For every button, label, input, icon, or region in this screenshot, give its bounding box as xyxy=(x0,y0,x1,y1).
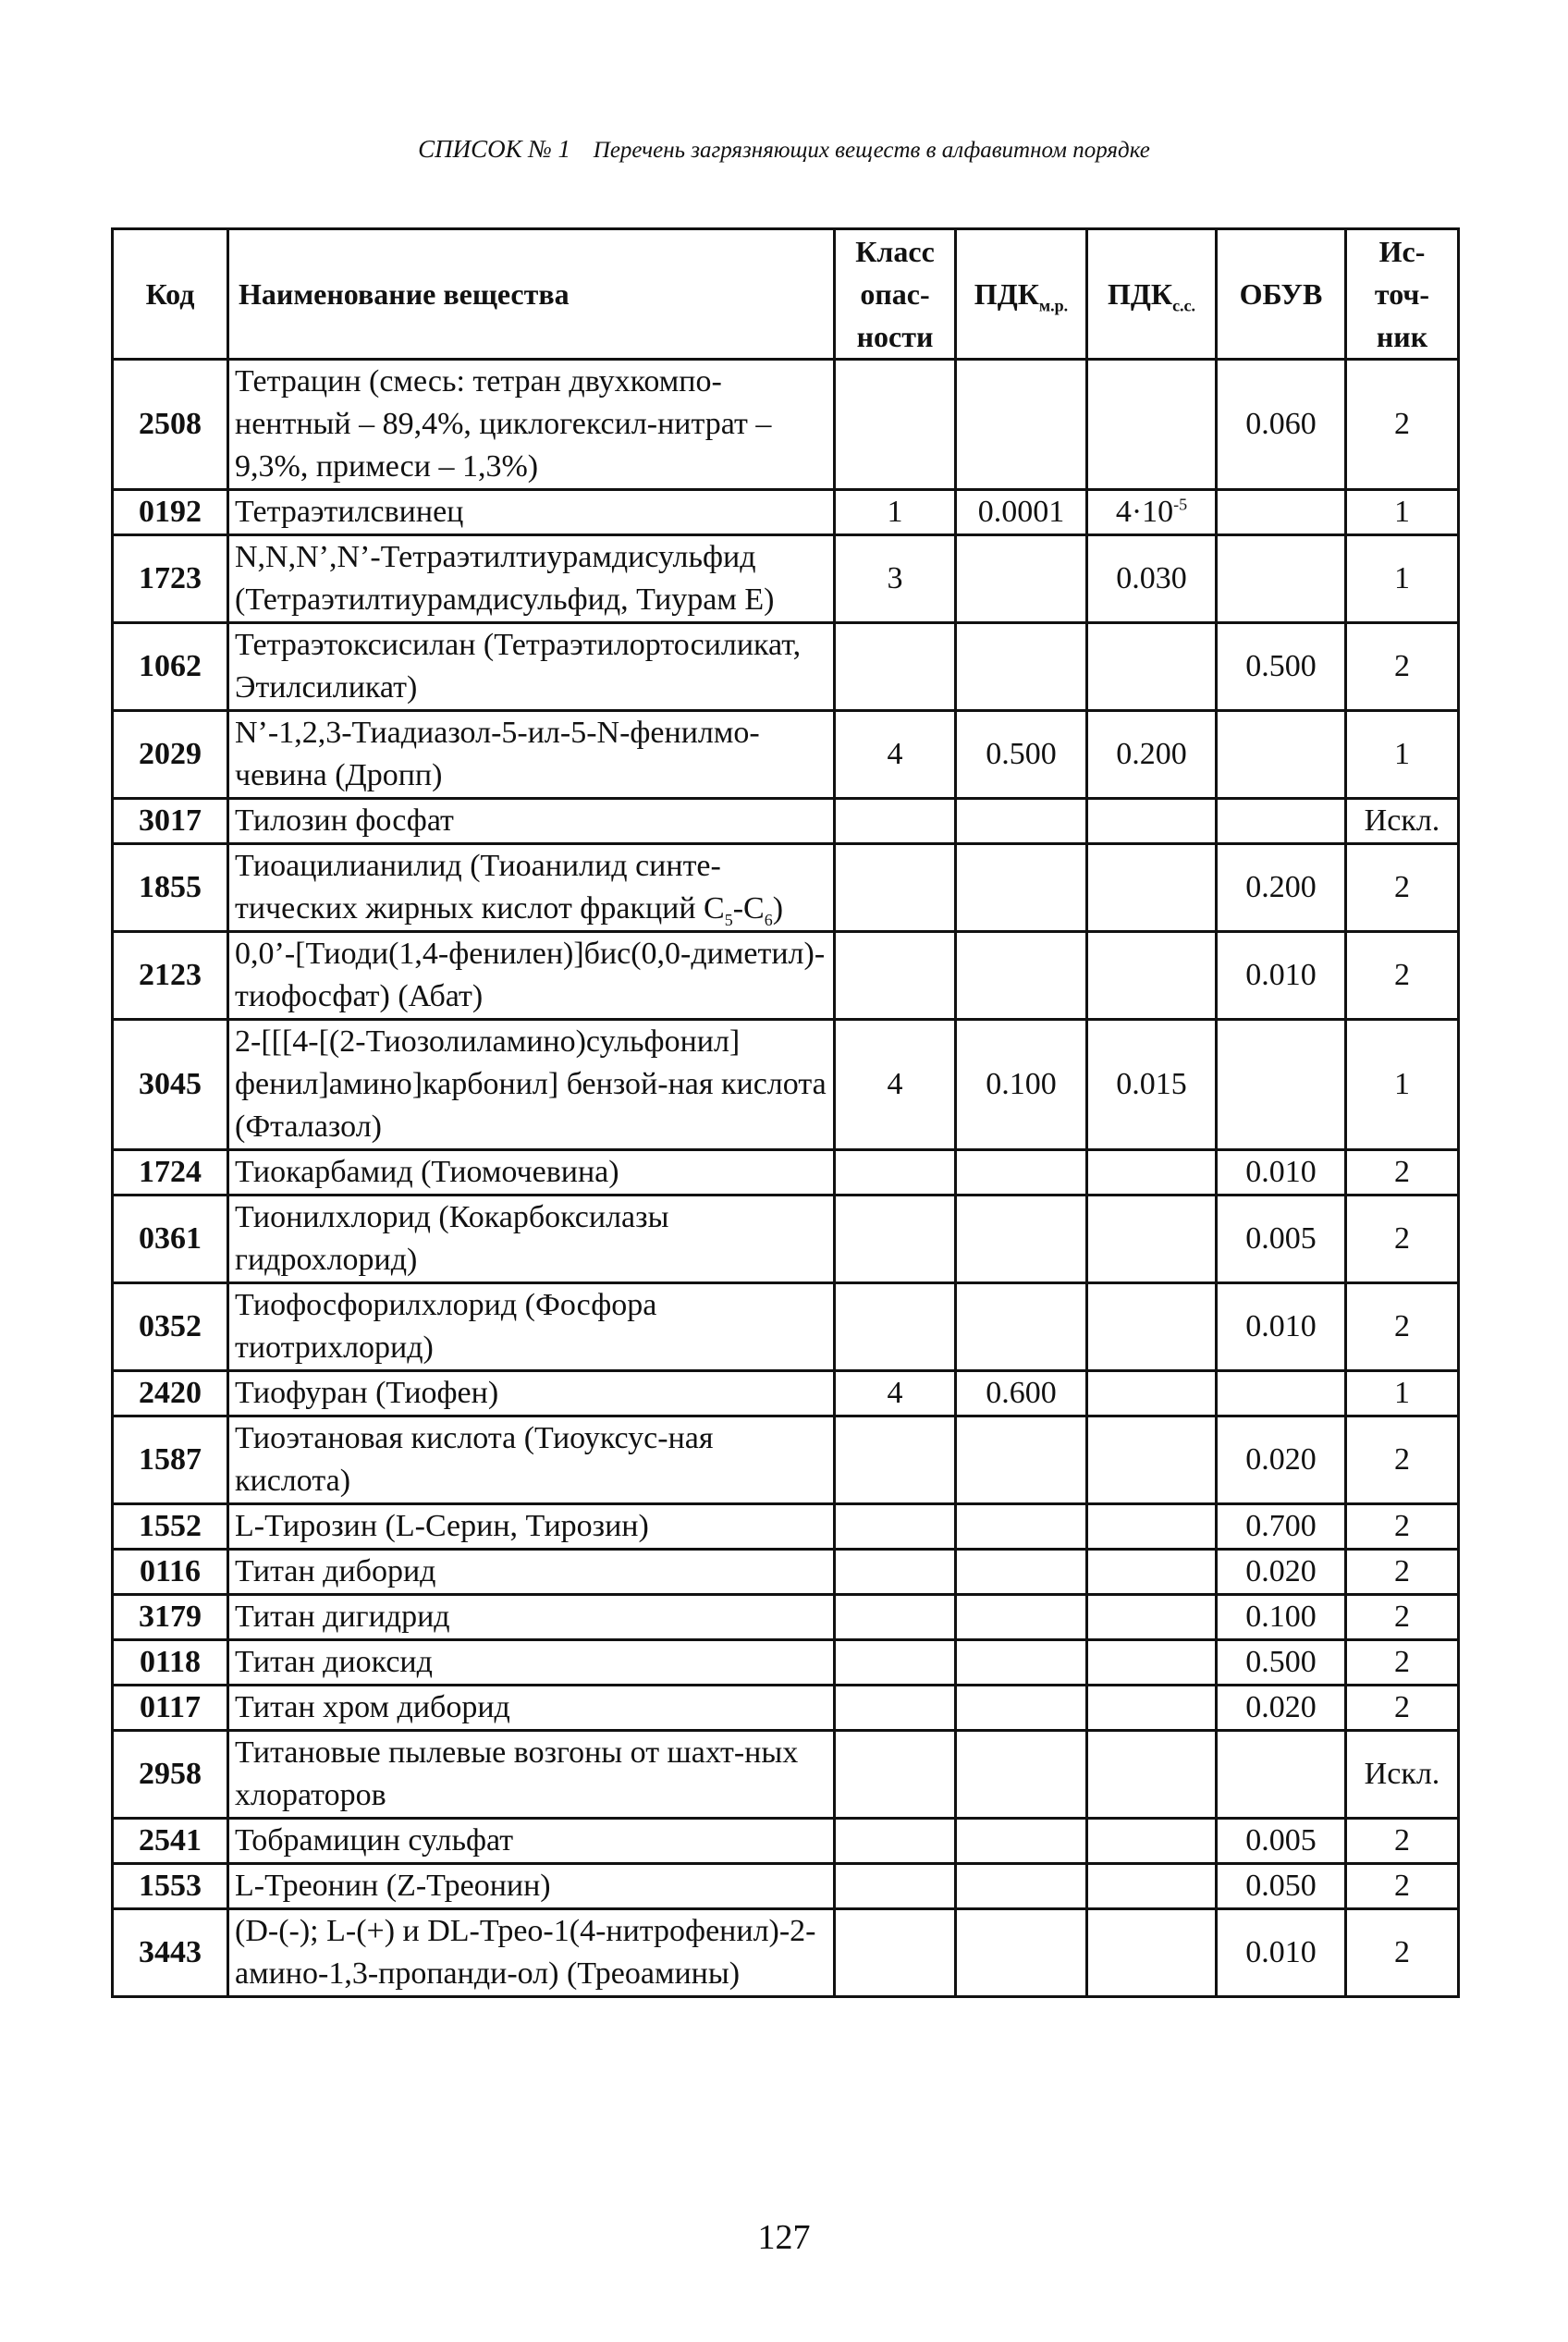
cell-pdk-mr xyxy=(956,360,1087,490)
table-row xyxy=(113,1020,1459,1150)
cell-obuv: 0.060 xyxy=(1217,360,1346,490)
cell-obuv: 0.010 xyxy=(1217,932,1346,1020)
col-header-hazard: Класс опас-ности xyxy=(835,229,956,360)
cell-pdk-mr: 0.0001 xyxy=(956,490,1087,535)
cell-pdk-mr xyxy=(956,1909,1087,1997)
cell-pdk-mr: 0.500 xyxy=(956,711,1087,799)
cell-obuv: 0.050 xyxy=(1217,1864,1346,1909)
cell-source: 2 xyxy=(1346,1416,1459,1504)
table-row xyxy=(113,711,1459,799)
cell-hazard xyxy=(835,799,956,844)
cell-pdk-ss xyxy=(1087,1504,1217,1550)
cell-obuv: 0.005 xyxy=(1217,1196,1346,1283)
cell-hazard: 1 xyxy=(835,490,956,535)
cell-name: Тетраэтоксисилан (Тетраэтилортосиликат, Этилсиликат) xyxy=(228,623,835,711)
cell-source: 1 xyxy=(1346,1371,1459,1416)
cell-name: N,N,N’,N’-Тетраэтилтиурамдисульфид (Тетраэтилтиурамдисульфид, Тиурам Е) xyxy=(228,535,835,623)
cell-code: 2123 xyxy=(113,932,228,1020)
cell-pdk-mr xyxy=(956,1686,1087,1731)
col-header-pdk-ss xyxy=(1087,229,1217,360)
table-row xyxy=(113,623,1459,711)
page-header xyxy=(0,135,1568,164)
cell-source: 2 xyxy=(1346,932,1459,1020)
table-row xyxy=(113,844,1459,932)
table-row xyxy=(113,1504,1459,1550)
table-header-row xyxy=(113,229,1459,360)
cell-hazard xyxy=(835,1731,956,1819)
cell-source: 2 xyxy=(1346,1686,1459,1731)
table-row xyxy=(113,1819,1459,1864)
cell-obuv: 0.700 xyxy=(1217,1504,1346,1550)
cell-hazard xyxy=(835,1150,956,1196)
cell-name: 2-[[[4-[(2-Тиозолиламино)сульфонил] фенил]амино]карбонил] бензой-ная кислота (Фталазол) xyxy=(228,1020,835,1150)
col-header-pdk-mr xyxy=(956,229,1087,360)
cell-pdk-mr xyxy=(956,1283,1087,1371)
cell-hazard xyxy=(835,844,956,932)
cell-source: 1 xyxy=(1346,490,1459,535)
cell-hazard: 4 xyxy=(835,1371,956,1416)
cell-obuv xyxy=(1217,1731,1346,1819)
cell-obuv xyxy=(1217,711,1346,799)
cell-code: 0116 xyxy=(113,1550,228,1595)
list-subtitle: Перечень загрязняющих веществ в алфавитном порядке xyxy=(593,138,1150,163)
name-subscript: 5 xyxy=(724,910,733,929)
cell-code: 2958 xyxy=(113,1731,228,1819)
cell-pdk-ss xyxy=(1087,1909,1217,1997)
cell-pdk-ss xyxy=(1087,1819,1217,1864)
cell-hazard xyxy=(835,1595,956,1640)
cell-hazard: 4 xyxy=(835,711,956,799)
cell-obuv: 0.010 xyxy=(1217,1150,1346,1196)
table-row xyxy=(113,1731,1459,1819)
cell-pdk-mr xyxy=(956,799,1087,844)
cell-name: 0,0’-[Тиоди(1,4-фенилен)]бис(0,0-диметил)-тиофосфат) (Абат) xyxy=(228,932,835,1020)
cell-pdk-ss xyxy=(1087,799,1217,844)
cell-name: Тетрацин (смесь: тетран двухкомпо-нентный – 89,4%, циклогексил-нитрат – 9,3%, примеси – 1,3%) xyxy=(228,360,835,490)
cell-hazard xyxy=(835,1416,956,1504)
cell-source: 2 xyxy=(1346,1150,1459,1196)
cell-code: 2541 xyxy=(113,1819,228,1864)
name-part: -C xyxy=(732,891,765,926)
cell-name: Титан дигидрид xyxy=(228,1595,835,1640)
cell-obuv: 0.500 xyxy=(1217,623,1346,711)
cell-pdk-ss xyxy=(1087,1731,1217,1819)
cell-pdk-ss: 0.015 xyxy=(1087,1020,1217,1150)
cell-pdk-mr xyxy=(956,1196,1087,1283)
cell-obuv: 0.500 xyxy=(1217,1640,1346,1686)
table-row xyxy=(113,1909,1459,1997)
cell-code: 1723 xyxy=(113,535,228,623)
cell-pdk-mr xyxy=(956,535,1087,623)
pdk-mr-label: ПДК xyxy=(974,277,1039,311)
table-row xyxy=(113,490,1459,535)
cell-pdk-ss xyxy=(1087,1595,1217,1640)
cell-code: 3045 xyxy=(113,1020,228,1150)
cell-name: Тионилхлорид (Кокарбоксилазы гидрохлорид) xyxy=(228,1196,835,1283)
cell-source: Искл. xyxy=(1346,799,1459,844)
cell-code: 0118 xyxy=(113,1640,228,1686)
cell-pdk-mr xyxy=(956,1550,1087,1595)
cell-source: 2 xyxy=(1346,1864,1459,1909)
cell-pdk-mr xyxy=(956,1150,1087,1196)
cell-pdk-ss xyxy=(1087,932,1217,1020)
cell-name: L-Треонин (Z-Треонин) xyxy=(228,1864,835,1909)
cell-obuv xyxy=(1217,1371,1346,1416)
cell-pdk-ss xyxy=(1087,844,1217,932)
cell-pdk-mr xyxy=(956,932,1087,1020)
cell-source: 2 xyxy=(1346,623,1459,711)
table-row xyxy=(113,932,1459,1020)
cell-pdk-mr xyxy=(956,1640,1087,1686)
cell-name: Тиофуран (Тиофен) xyxy=(228,1371,835,1416)
name-part: Тиоацилианилид (Тиоанилид синте-тических жирных кислот фракций C xyxy=(235,849,725,926)
cell-source: 2 xyxy=(1346,1909,1459,1997)
cell-obuv: 0.010 xyxy=(1217,1909,1346,1997)
cell-hazard xyxy=(835,1283,956,1371)
cell-name: (D-(-); L-(+) и DL-Трео-1(4-нитрофенил)-2-амино-1,3-пропанди-ол) (Треоамины) xyxy=(228,1909,835,1997)
table-row xyxy=(113,1416,1459,1504)
cell-pdk-ss: 0.200 xyxy=(1087,711,1217,799)
cell-pdk-ss xyxy=(1087,1283,1217,1371)
cell-obuv xyxy=(1217,535,1346,623)
cell-name: Титан хром диборид xyxy=(228,1686,835,1731)
cell-code: 1724 xyxy=(113,1150,228,1196)
cell-pdk-mr xyxy=(956,1595,1087,1640)
cell-source: 2 xyxy=(1346,1196,1459,1283)
cell-code: 2508 xyxy=(113,360,228,490)
cell-code: 0361 xyxy=(113,1196,228,1283)
col-header-name: Наименование вещества xyxy=(228,229,835,360)
cell-source: 1 xyxy=(1346,711,1459,799)
cell-name: Титан диоксид xyxy=(228,1640,835,1686)
cell-source: 2 xyxy=(1346,1640,1459,1686)
cell-source: 2 xyxy=(1346,1819,1459,1864)
cell-name: Тобрамицин сульфат xyxy=(228,1819,835,1864)
cell-code: 2420 xyxy=(113,1371,228,1416)
col-header-obuv: ОБУВ xyxy=(1217,229,1346,360)
table-row xyxy=(113,1595,1459,1640)
cell-hazard xyxy=(835,1819,956,1864)
col-header-source: Ис-точ-ник xyxy=(1346,229,1459,360)
table-row xyxy=(113,1864,1459,1909)
cell-pdk-ss xyxy=(1087,1686,1217,1731)
cell-hazard xyxy=(835,932,956,1020)
cell-source: 2 xyxy=(1346,1595,1459,1640)
table-row xyxy=(113,1283,1459,1371)
cell-pdk-ss xyxy=(1087,1550,1217,1595)
cell-name: N’-1,2,3-Тиадиазол-5-ил-5-N-фенилмо-чевина (Дропп) xyxy=(228,711,835,799)
cell-obuv xyxy=(1217,490,1346,535)
cell-code: 1587 xyxy=(113,1416,228,1504)
pdk-mr-subscript: м.р. xyxy=(1038,296,1069,315)
cell-name: Тиокарбамид (Тиомочевина) xyxy=(228,1150,835,1196)
cell-hazard xyxy=(835,1864,956,1909)
cell-source: 2 xyxy=(1346,844,1459,932)
cell-code: 1855 xyxy=(113,844,228,932)
cell-pdk-mr: 0.100 xyxy=(956,1020,1087,1150)
table-row xyxy=(113,1686,1459,1731)
cell-pdk-mr xyxy=(956,844,1087,932)
cell-obuv xyxy=(1217,799,1346,844)
cell-source: Искл. xyxy=(1346,1731,1459,1819)
cell-code: 1553 xyxy=(113,1864,228,1909)
pdk-ss-exponent: -5 xyxy=(1173,495,1188,514)
cell-code: 3443 xyxy=(113,1909,228,1997)
table-row xyxy=(113,360,1459,490)
cell-hazard: 4 xyxy=(835,1020,956,1150)
table-row xyxy=(113,799,1459,844)
cell-code: 0117 xyxy=(113,1686,228,1731)
cell-name: Тетраэтилсвинец xyxy=(228,490,835,535)
pdk-ss-base: 4·10 xyxy=(1115,495,1174,529)
col-header-code: Код xyxy=(113,229,228,360)
cell-hazard xyxy=(835,1196,956,1283)
cell-pdk-ss xyxy=(1087,1371,1217,1416)
cell-pdk-ss xyxy=(1087,1640,1217,1686)
cell-hazard xyxy=(835,623,956,711)
cell-pdk-mr xyxy=(956,1504,1087,1550)
name-subscript: 6 xyxy=(764,910,773,929)
cell-pdk-ss xyxy=(1087,1864,1217,1909)
table-row xyxy=(113,1196,1459,1283)
cell-code: 0192 xyxy=(113,490,228,535)
cell-obuv: 0.010 xyxy=(1217,1283,1346,1371)
cell-hazard xyxy=(835,1640,956,1686)
cell-pdk-ss xyxy=(1087,623,1217,711)
cell-pdk-ss xyxy=(1087,1416,1217,1504)
table-row xyxy=(113,1550,1459,1595)
cell-code: 1062 xyxy=(113,623,228,711)
cell-hazard xyxy=(835,360,956,490)
list-title: СПИСОК № 1 xyxy=(418,135,571,163)
substances-table xyxy=(111,227,1460,1998)
cell-obuv: 0.020 xyxy=(1217,1550,1346,1595)
name-part: ) xyxy=(772,891,784,926)
pdk-ss-label: ПДК xyxy=(1107,277,1173,311)
cell-code: 3179 xyxy=(113,1595,228,1640)
cell-source: 2 xyxy=(1346,1283,1459,1371)
cell-source: 1 xyxy=(1346,535,1459,623)
cell-obuv: 0.005 xyxy=(1217,1819,1346,1864)
cell-pdk-mr xyxy=(956,1819,1087,1864)
cell-source: 2 xyxy=(1346,1504,1459,1550)
cell-obuv: 0.020 xyxy=(1217,1416,1346,1504)
cell-pdk-mr xyxy=(956,1416,1087,1504)
cell-code: 2029 xyxy=(113,711,228,799)
cell-pdk-mr: 0.600 xyxy=(956,1371,1087,1416)
table-row xyxy=(113,1640,1459,1686)
pdk-ss-subscript: с.с. xyxy=(1172,296,1196,315)
cell-obuv: 0.200 xyxy=(1217,844,1346,932)
cell-name: Тиофосфорилхлорид (Фосфора тиотрихлорид) xyxy=(228,1283,835,1371)
page-number: 127 xyxy=(757,2218,811,2257)
cell-name xyxy=(228,844,835,932)
cell-code: 1552 xyxy=(113,1504,228,1550)
cell-source: 1 xyxy=(1346,1020,1459,1150)
cell-name: Тилозин фосфат xyxy=(228,799,835,844)
cell-name: L-Тирозин (L-Серин, Тирозин) xyxy=(228,1504,835,1550)
cell-hazard xyxy=(835,1686,956,1731)
cell-hazard: 3 xyxy=(835,535,956,623)
cell-pdk-ss: 0.030 xyxy=(1087,535,1217,623)
cell-code: 3017 xyxy=(113,799,228,844)
cell-name: Тиоэтановая кислота (Тиоуксус-ная кислота) xyxy=(228,1416,835,1504)
table-row xyxy=(113,535,1459,623)
cell-name: Титановые пылевые возгоны от шахт-ных хлораторов xyxy=(228,1731,835,1819)
cell-hazard xyxy=(835,1909,956,1997)
cell-hazard xyxy=(835,1550,956,1595)
cell-pdk-mr xyxy=(956,623,1087,711)
cell-pdk-ss xyxy=(1087,490,1217,535)
cell-pdk-ss xyxy=(1087,360,1217,490)
table-row xyxy=(113,1371,1459,1416)
cell-source: 2 xyxy=(1346,1550,1459,1595)
cell-hazard xyxy=(835,1504,956,1550)
cell-pdk-mr xyxy=(956,1731,1087,1819)
cell-code: 0352 xyxy=(113,1283,228,1371)
table-row xyxy=(113,1150,1459,1196)
cell-pdk-ss xyxy=(1087,1196,1217,1283)
cell-name: Титан диборид xyxy=(228,1550,835,1595)
cell-source: 2 xyxy=(1346,360,1459,490)
cell-obuv: 0.100 xyxy=(1217,1595,1346,1640)
cell-pdk-mr xyxy=(956,1864,1087,1909)
cell-obuv: 0.020 xyxy=(1217,1686,1346,1731)
cell-pdk-ss xyxy=(1087,1150,1217,1196)
cell-obuv xyxy=(1217,1020,1346,1150)
